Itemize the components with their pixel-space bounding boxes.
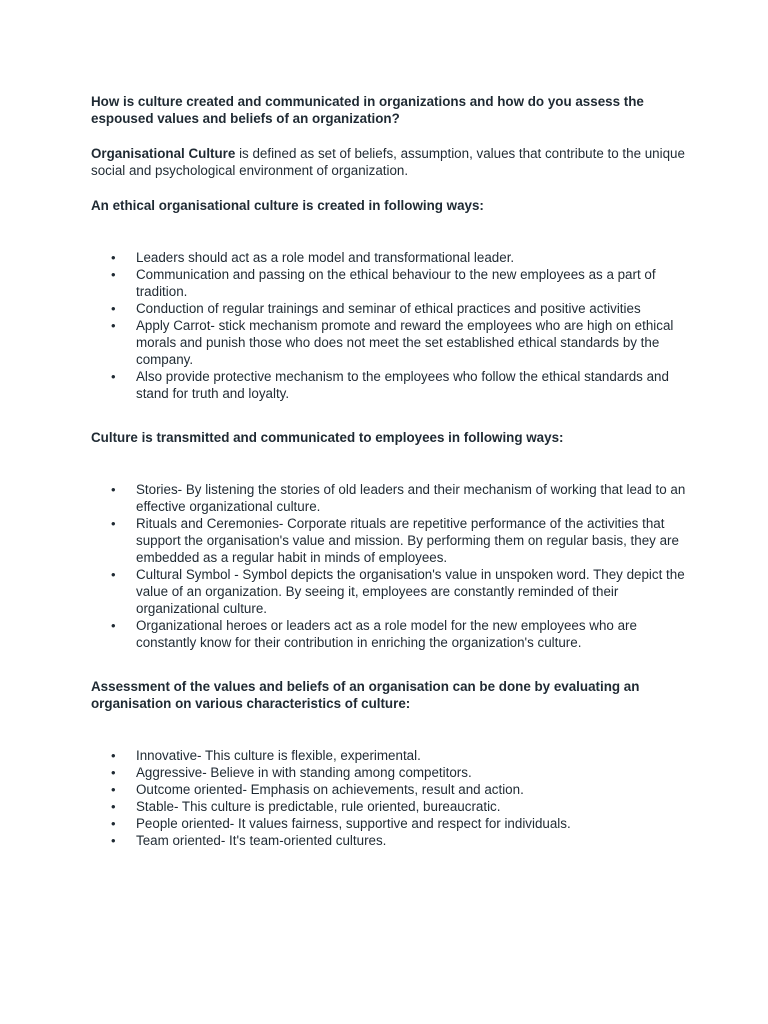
spacer: [91, 712, 691, 747]
list-item: • Team oriented- It's team-oriented cultures.: [91, 832, 691, 849]
spacer: [91, 446, 691, 481]
definition-paragraph: [91, 145, 691, 179]
list-item: • Rituals and Ceremonies- Corporate rituals are repetitive performance of the activities that support the organisation's value and mission. By performing them on regular basis, they are embedded as a regular habit in minds of employees.: [91, 515, 691, 566]
list-item: • Conduction of regular trainings and seminar of ethical practices and positive activities: [91, 300, 691, 317]
definition-term: Organisational Culture: [91, 146, 236, 161]
section3-list: [91, 747, 691, 849]
definition-text: is defined as set of beliefs, assumption, values that contribute to the unique social and psychological environment of organization.: [91, 146, 685, 178]
list-item: • Also provide protective mechanism to the employees who follow the ethical standards and stand for truth and loyalty.: [91, 368, 691, 402]
list-item: • Stories- By listening the stories of old leaders and their mechanism of working that lead to an effective organizational culture.: [91, 481, 691, 515]
document-page: [91, 93, 691, 849]
list-item: • Apply Carrot- stick mechanism promote and reward the employees who are high on ethical morals and punish those who does not meet the set established ethical standards by the company.: [91, 317, 691, 368]
list-item: • Organizational heroes or leaders act as a role model for the new employees who are constantly know for their contribution in enriching the organization's culture.: [91, 617, 691, 651]
list-item: • Communication and passing on the ethical behaviour to the new employees as a part of tradition.: [91, 266, 691, 300]
section1-list: [91, 249, 691, 402]
section2-heading: Culture is transmitted and communicated to employees in following ways:: [91, 430, 564, 445]
section1-heading: An ethical organisational culture is created in following ways:: [91, 198, 484, 213]
list-item: • Innovative- This culture is flexible, experimental.: [91, 747, 691, 764]
spacer: [91, 651, 691, 678]
list-item: • Leaders should act as a role model and transformational leader.: [91, 249, 691, 266]
list-item: • Stable- This culture is predictable, rule oriented, bureaucratic.: [91, 798, 691, 815]
section2-list: [91, 481, 691, 651]
section3-heading: Assessment of the values and beliefs of an organisation can be done by evaluating an organisation on various characteristics of culture:: [91, 679, 640, 711]
spacer: [91, 214, 691, 249]
question-heading: How is culture created and communicated in organizations and how do you assess the espoused values and beliefs of an organization?: [91, 94, 644, 126]
list-item: • Cultural Symbol - Symbol depicts the organisation's value in unspoken word. They depict the value of an organization. By seeing it, employees are constantly reminded of their organizational culture.: [91, 566, 691, 617]
spacer: [91, 179, 691, 197]
list-item: • Outcome oriented- Emphasis on achievements, result and action.: [91, 781, 691, 798]
list-item: • People oriented- It values fairness, supportive and respect for individuals.: [91, 815, 691, 832]
spacer: [91, 127, 691, 145]
spacer: [91, 402, 691, 429]
list-item: • Aggressive- Believe in with standing among competitors.: [91, 764, 691, 781]
